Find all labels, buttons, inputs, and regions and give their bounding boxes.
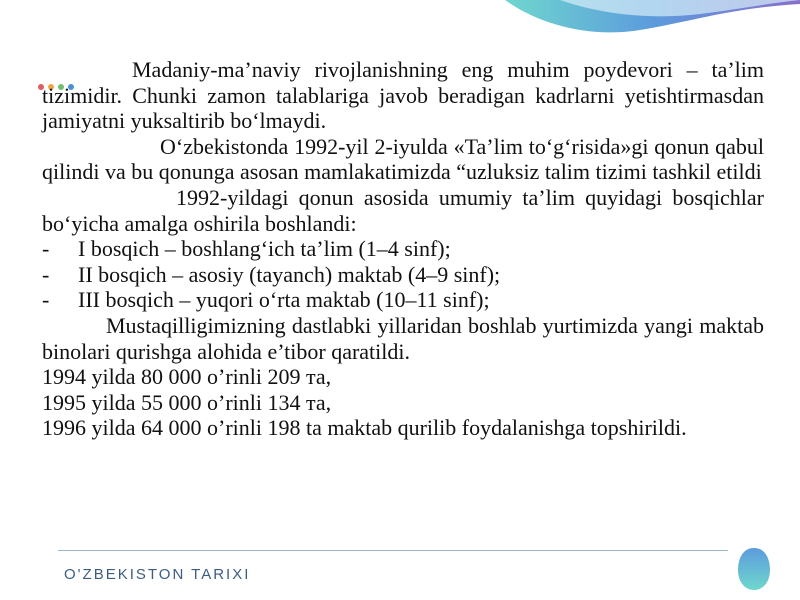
slide-body (42, 57, 764, 441)
stat-line-1995: 1995 yilda 55 000 o’rinli 134 та, (42, 389, 332, 415)
list-item-stage-2 (42, 262, 764, 288)
list-item-stage-3 (42, 287, 764, 313)
bullet-marker: - (42, 236, 50, 262)
paragraph-education-foundation: Madaniy-ma’naviy rivojlanishning eng muhim poydevori – ta’lim tizimidir. Chunki zamon talablariga javob beradigan kadrlarni yetishtirmasdan jamiyatni yuksaltirib bo‘lmaydi. (42, 57, 764, 134)
decorative-drop-shape (736, 546, 772, 592)
paragraph-school-construction: Mustaqilligimizning dastlabki yillaridan boshlab yurtimizda yangi maktab binolari qurishga alohida e’tibor qaratildi. (42, 312, 764, 364)
list-item-text: I bosqich – boshlang‘ich ta’lim (1–4 sinf); (78, 236, 451, 262)
stat-line-1994: 1994 yilda 80 000 o’rinli 209 та, (42, 364, 332, 390)
bullet-marker: - (42, 287, 50, 313)
footer-divider (58, 550, 728, 551)
list-item-stage-1 (42, 236, 764, 262)
footer-title: O'ZBEKISTON TARIXI (64, 566, 251, 583)
list-item-text: III bosqich – yuqori o‘rta maktab (10–11 sinf); (78, 287, 490, 313)
paragraph-education-stages-intro: 1992-yildagi qonun asosida umumiy ta’lim quyidagi bosqichlar bo‘yicha amalga oshirila boshlandi: (42, 184, 764, 236)
stat-line-1996: 1996 yilda 64 000 o’rinli 198 ta maktab qurilib foydalanishga topshirildi. (42, 415, 687, 441)
list-item-text: II bosqich – asosiy (tayanch) maktab (4–9 sinf); (78, 261, 501, 287)
bullet-marker: - (42, 261, 50, 287)
decorative-wave (0, 0, 800, 60)
paragraph-education-law: O‘zbekistonda 1992-yil 2-iyulda «Ta’lim to‘g‘risida»gi qonun qabul qilindi va bu qonunga asosan mamlakatimizda “uzluksiz talim tizimi tashkil etildi (42, 133, 764, 185)
